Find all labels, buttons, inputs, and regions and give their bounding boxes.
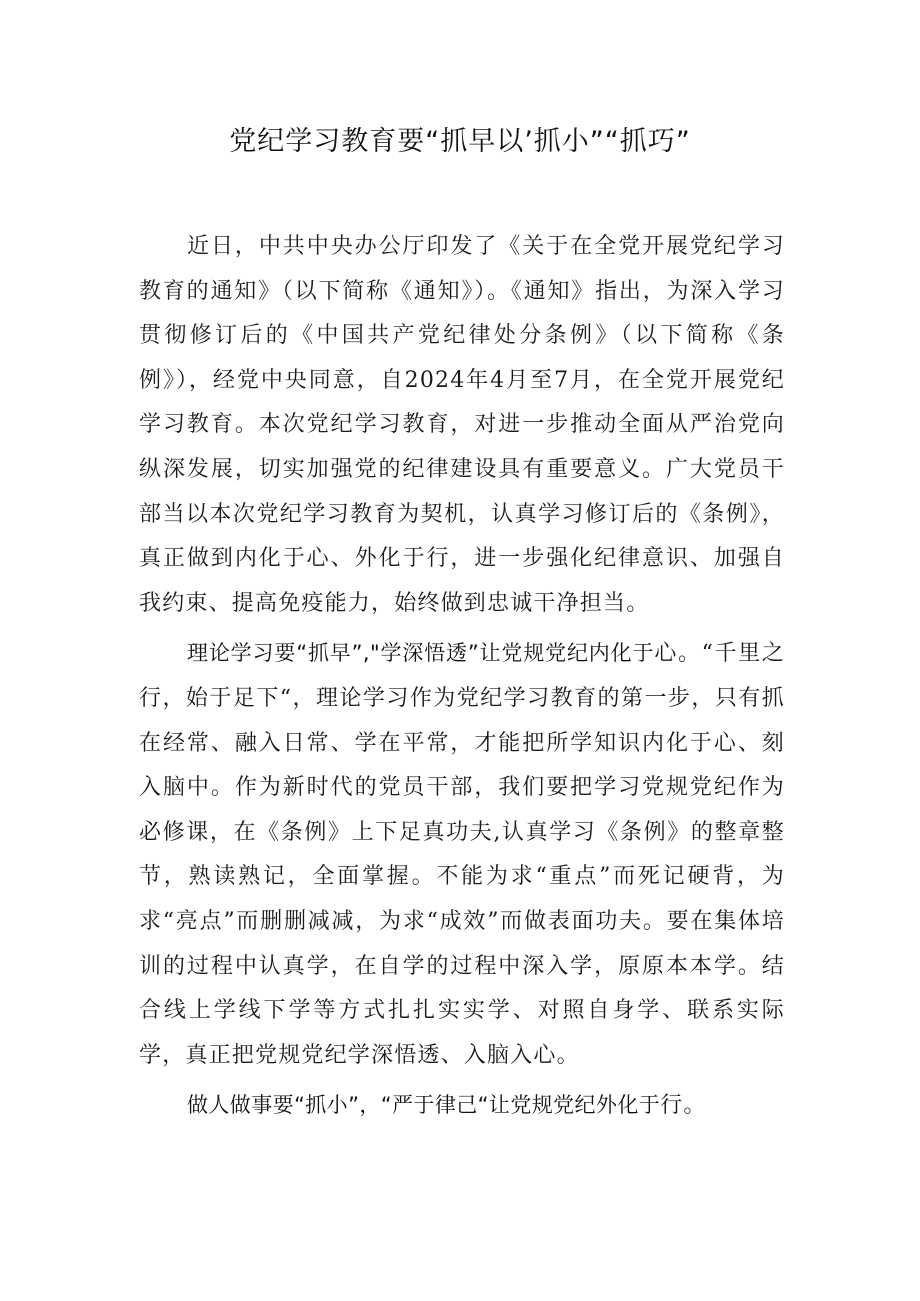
paragraph-lead: 做人做事要“抓小”，“严于律己“让党规党纪外化于: [187, 1093, 661, 1118]
paragraph-text: 近日，中共中央办公厅印发了《关于在全党开展党纪学习教育的通知》（以下简称《通知》）。《通知》指出，为深入学习贯彻修订后的《中国共产党纪律处分条例》（以下简称《条例》），经党中央同意，自2024年4月至7月，在全党开展党纪学习教育。本次党纪学习教育，对进一步推动全面从严治党向纵深发展，切实加强党的纪律建设具有重要意义。广大党员干部当以本次党纪学习教育为契机，认真学习修订后的《条例》，真正做到内化于心、外化于行，进一步强化纪律意识、加强自我约束、提高免疫能力，始终做到忠诚干净担当。: [139, 234, 785, 616]
paragraph-lead: 理论学习要“抓早”,"学深悟透”让党规党纪内化于: [187, 641, 655, 666]
paragraph-theory-study: [139, 631, 785, 1078]
paragraph-text: 行。: [660, 1093, 707, 1119]
paragraph-text: 心。“千里之行，始于足下“，理论学习作为党纪学习教育的第一步，只有抓在经常、融入日常、学在平常，才能把所学知识内化于心、刻入脑中。作为新时代的党员干部，我们要把学习党规党纪作为必修课，在《条例》上下足真功夫,认真学习《条例》的整章整节，熟读熟记，全面掌握。不能为求“重点”而死记硬背，为求“亮点”而删删减减，为求“成效”而做表面功夫。要在集体培训的过程中认真学，在自学的过程中深入学，原原本本学。结合线上学线下学等方式扎扎实实学、对照自身学、联系实际学，真正把党规党纪学深悟透、入脑入心。: [139, 641, 785, 1068]
paragraph-intro: [139, 224, 785, 626]
document-title: 党纪学习教育要“抓早以’抓小”“抓巧”: [229, 126, 691, 157]
paragraph-conduct: [139, 1083, 785, 1129]
document-body: [139, 224, 785, 1129]
